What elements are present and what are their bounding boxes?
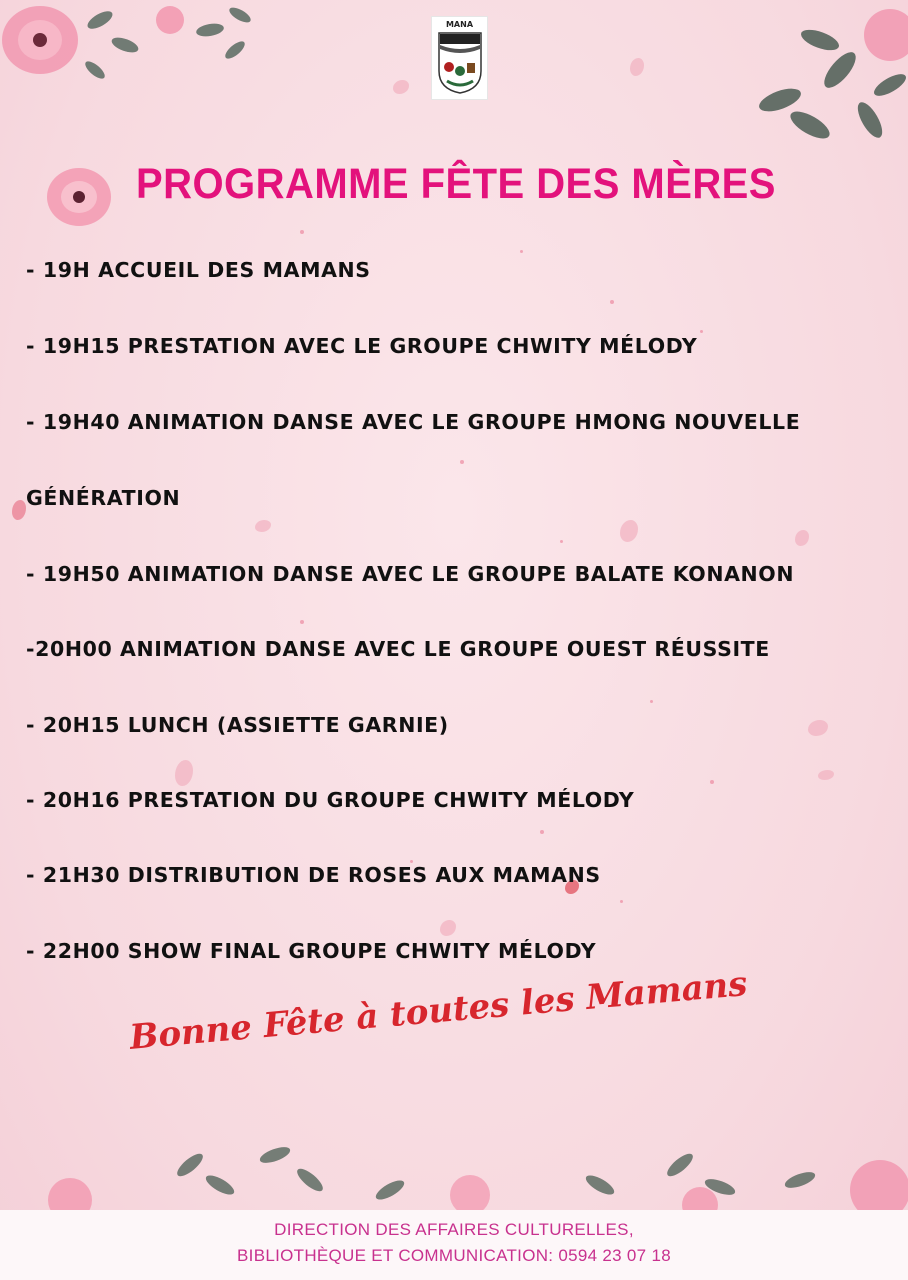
footer-line-2: BIBLIOTHÈQUE ET COMMUNICATION: 0594 23 07 18 — [237, 1246, 671, 1265]
program-item: -20H00 ANIMATION DANSE AVEC LE GROUPE OUEST RÉUSSITE — [26, 637, 770, 661]
program-item: - 19H15 PRESTATION AVEC LE GROUPE CHWITY MÉLODY — [26, 334, 698, 358]
program-item: - 19H50 ANIMATION DANSE AVEC LE GROUPE BALATE KONANON — [26, 562, 795, 586]
program-item: - 19H ACCUEIL DES MAMANS — [26, 258, 371, 282]
program-item: - 19H40 ANIMATION DANSE AVEC LE GROUPE HMONG NOUVELLE — [26, 410, 801, 434]
floral-decoration-top-left — [0, 0, 280, 110]
logo-label: MANA — [445, 20, 474, 29]
flower-icon — [44, 165, 114, 230]
program-item: - 20H15 LUNCH (ASSIETTE GARNIE) — [26, 713, 449, 737]
page-title: PROGRAMME FÊTE DES MÈRES — [136, 160, 776, 208]
program-item: - 21H30 DISTRIBUTION DE ROSES AUX MAMANS — [26, 863, 601, 887]
coat-of-arms-icon — [437, 31, 483, 95]
floral-decoration-top-right — [740, 0, 908, 160]
footer — [0, 1210, 908, 1280]
footer-line-1: DIRECTION DES AFFAIRES CULTURELLES, — [274, 1220, 634, 1239]
floral-decoration-bottom — [0, 1125, 908, 1215]
program-item: - 22H00 SHOW FINAL GROUPE CHWITY MÉLODY — [26, 939, 597, 963]
program-item: - 20H16 PRESTATION DU GROUPE CHWITY MÉLODY — [26, 788, 635, 812]
mana-logo — [431, 16, 488, 100]
program-item: GÉNÉRATION — [26, 486, 181, 510]
greeting-text: Bonne Fête à toutes les Mamans — [128, 963, 749, 1058]
